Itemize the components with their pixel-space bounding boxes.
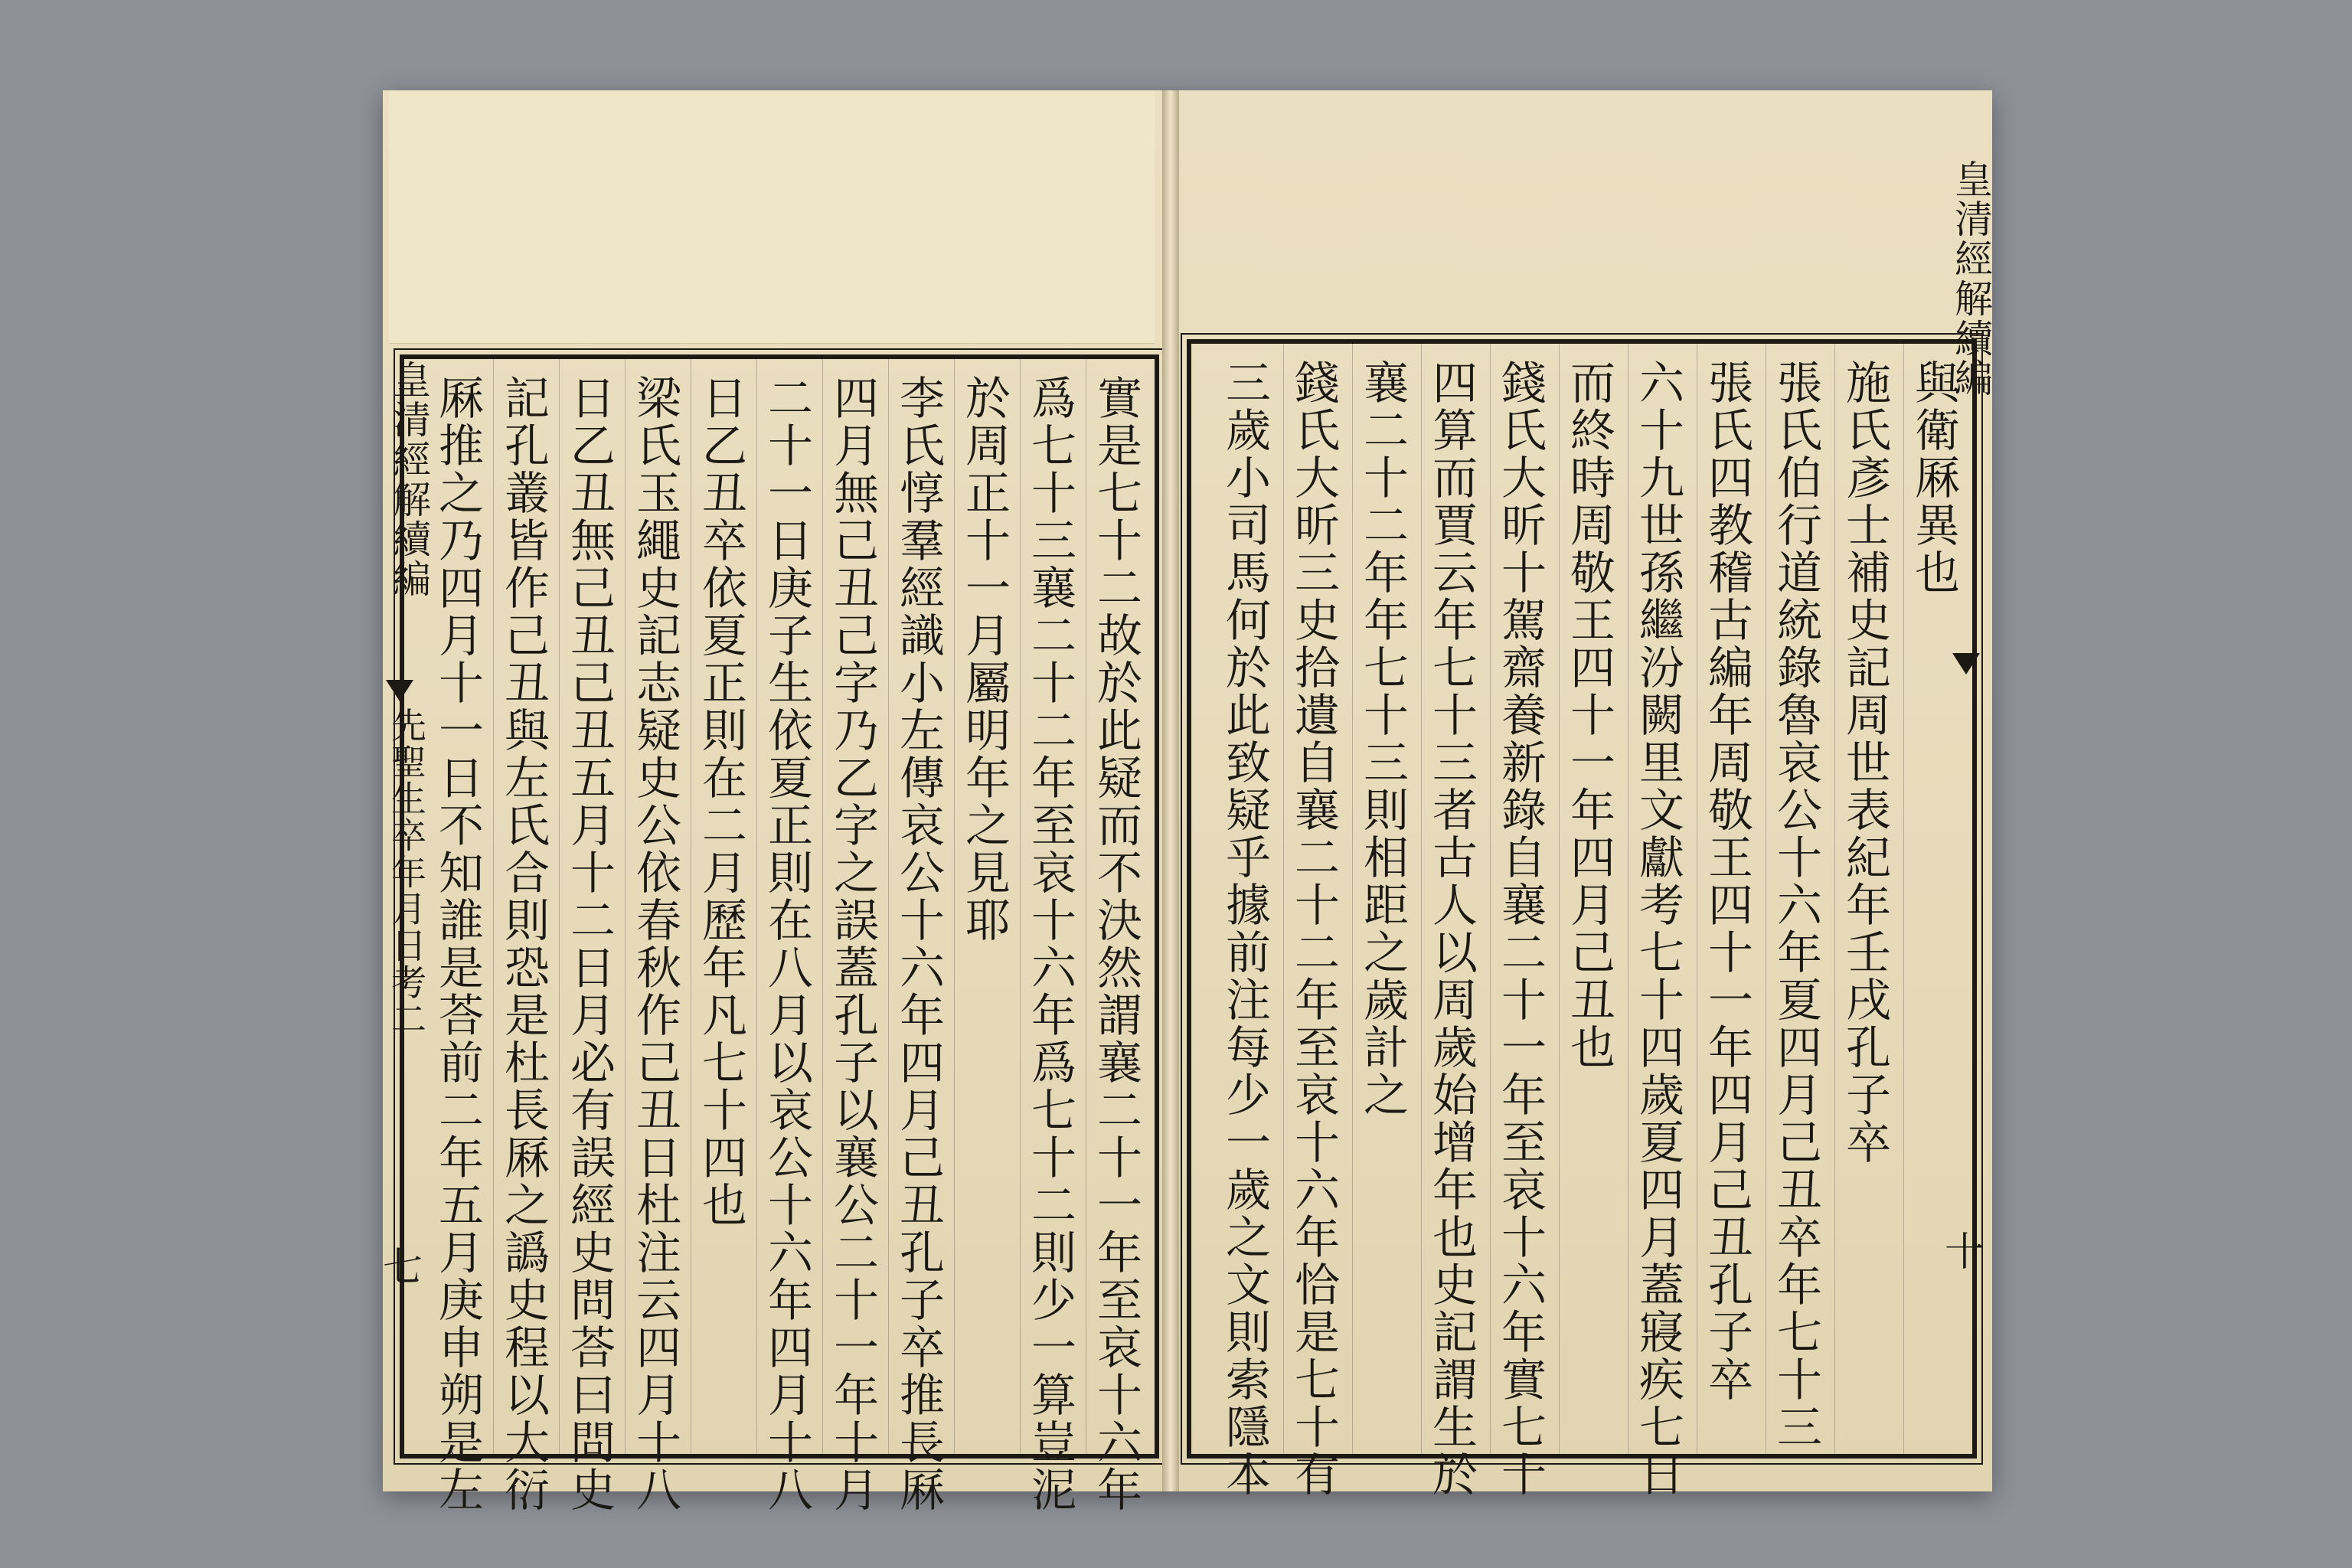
- left-column-6: 二十一日庚子生依夏正則在八月以哀公十六年四月十八: [760, 374, 813, 1514]
- left-column-2: 爲七十三襄二十二年至哀十六年爲七十二則少一算豈泥: [1024, 374, 1076, 1514]
- left-page-number: 七: [383, 1245, 423, 1291]
- right-page-number: 十: [1945, 1230, 1985, 1276]
- right-column-1: 與衛厤異也: [1907, 359, 1960, 596]
- left-column-10: 記孔叢皆作己丑與左氏合則恐是杜長厤之譌史程以大衍: [497, 374, 550, 1514]
- right-column-rule: [1352, 344, 1353, 1454]
- fish-tail-mark-right: [1952, 653, 1980, 675]
- left-column-11: 厤推之乃四月十一日不知誰是荅前二年五月庚申朔是左: [431, 374, 484, 1514]
- tipped-in-paper: [389, 90, 1155, 344]
- right-column-11: 三歲小司馬何於此致疑乎據前注每少一歲之文則索隱本: [1218, 359, 1271, 1498]
- open-book: [383, 90, 1993, 1514]
- right-column-rule: [1490, 344, 1491, 1454]
- left-page: [383, 90, 1162, 1514]
- left-column-rule: [888, 359, 889, 1454]
- left-column-rule: [625, 359, 626, 1454]
- left-column-3: 於周正十一月屬明年之見耶: [958, 374, 1011, 944]
- right-column-rule: [1834, 344, 1835, 1454]
- left-text-frame: [400, 354, 1159, 1514]
- left-column-1: 實是七十二故於此疑而不決然謂襄二十一年至哀十六年: [1089, 374, 1142, 1514]
- right-column-rule: [1903, 344, 1904, 1454]
- right-column-5: 六十九世孫繼汾闕里文獻考七十四歲夏四月蓋寢疾七日: [1632, 359, 1684, 1498]
- right-margin-title: 皇清經解續編: [1949, 159, 1993, 398]
- right-column-4: 張氏四教稽古編年周敬王四十一年四月己丑孔子卒: [1700, 359, 1753, 1403]
- right-column-6: 而終時周敬王四十一年四月己丑也: [1563, 359, 1615, 1071]
- right-text-frame: [1187, 339, 1977, 1498]
- right-column-9: 襄二十二年年七十三則相距之歲計之: [1356, 359, 1409, 1119]
- left-column-rule: [822, 359, 823, 1454]
- right-column-3: 張氏伯行道統錄魯哀公十六年夏四月己丑卒年七十三: [1769, 359, 1822, 1451]
- book-gutter: [1162, 90, 1179, 1491]
- left-column-7: 日乙丑卒依夏正則在二月歷年凡七十四也: [694, 374, 747, 1229]
- right-column-rule: [1559, 344, 1560, 1454]
- right-column-10: 錢氏大昕三史拾遺自襄二十二年至哀十六年恰是七十有: [1287, 359, 1340, 1498]
- right-column-2: 施氏彥士補史記周世表紀年壬戌孔子卒: [1838, 359, 1891, 1166]
- left-column-rule: [559, 359, 560, 1454]
- right-column-7: 錢氏大昕十駕齋養新錄自襄二十一年至哀十六年實七十: [1494, 359, 1547, 1498]
- fish-tail-mark: [386, 680, 413, 701]
- right-column-rule: [1283, 344, 1284, 1454]
- left-column-5: 四月無己丑己字乃乙字之誤蓋孔子以襄公二十一年十月: [826, 374, 879, 1514]
- left-column-rule: [756, 359, 757, 1454]
- right-column-rule: [1421, 344, 1422, 1454]
- left-column-8: 梁氏玉繩史記志疑史公依春秋作己丑日杜注云四月十八: [629, 374, 681, 1514]
- left-margin-title: 皇清經解續編: [387, 360, 431, 599]
- left-column-rule: [954, 359, 955, 1454]
- right-column-8: 四算而賈云年七十三者古人以周歲始增年也史記謂生於: [1425, 359, 1478, 1498]
- right-page: [1179, 90, 1993, 1498]
- left-column-rule: [1020, 359, 1021, 1454]
- left-column-4: 李氏惇羣經識小左傳哀公十六年四月己丑孔子卒推長厤: [892, 374, 945, 1514]
- left-margin-subtitle: 先聖生卒年月日考二: [386, 707, 427, 1037]
- left-column-rule: [493, 359, 494, 1454]
- left-column-9: 日乙丑無己丑己丑五月十二日月必有誤經史問荅曰問史: [563, 374, 616, 1514]
